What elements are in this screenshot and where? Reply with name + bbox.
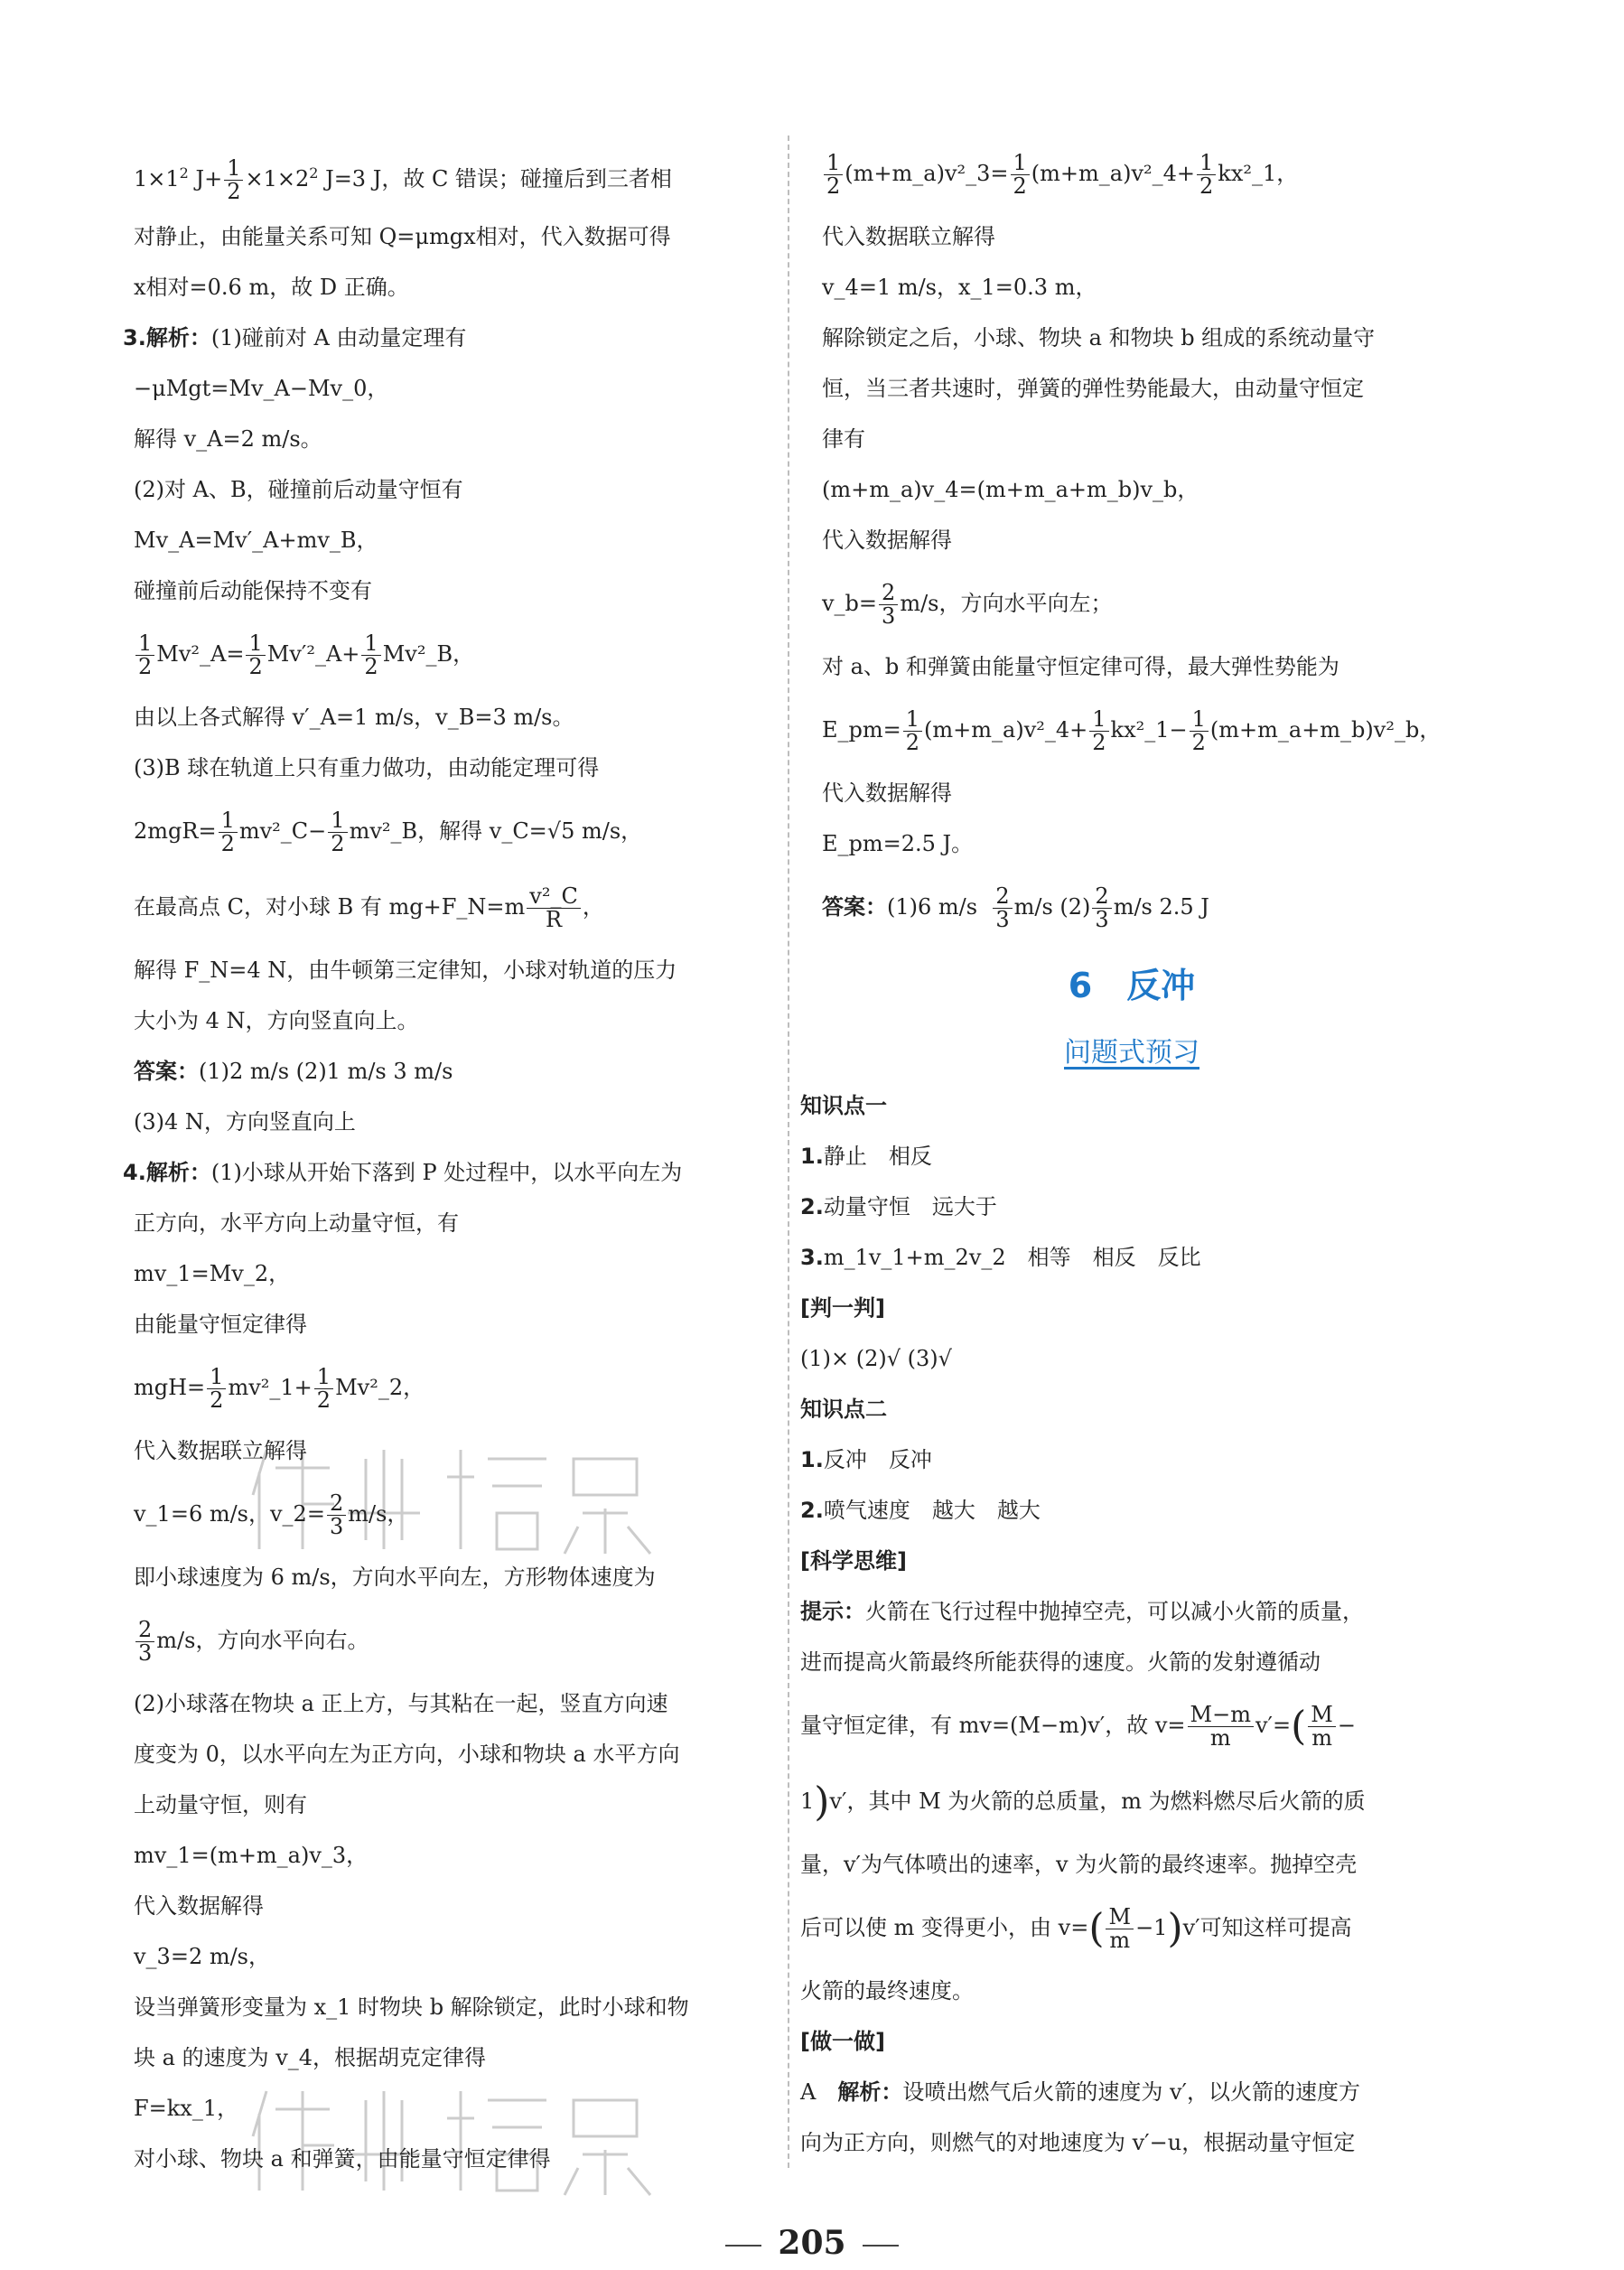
item-number: 3. <box>800 1245 824 1270</box>
text: kx²_1− <box>1110 717 1188 743</box>
item-text: 动量守恒 远大于 <box>823 1194 997 1219</box>
page-number <box>0 2224 1624 2262</box>
dash-left <box>725 2245 761 2247</box>
page-number-text: 205 <box>778 2224 846 2262</box>
text: (1)小球从开始下落到 P 处过程中，以水平向左为 <box>210 1160 683 1185</box>
numerator: 1 <box>361 632 380 656</box>
line: 代入数据解得 <box>134 1893 264 1919</box>
numerator: 1 <box>207 1366 226 1389</box>
list-item <box>800 1232 1452 1283</box>
numerator: 2 <box>879 582 898 605</box>
superscript: 2 <box>179 164 189 182</box>
numerator: 1 <box>1197 152 1216 175</box>
line: 设当弹簧形变量为 x_1 时物块 b 解除锁定，此时小球和物 <box>134 1994 689 2020</box>
line: 碰撞前后动能保持不变有 <box>134 578 372 603</box>
text: 1×1 <box>134 166 180 192</box>
text: 火箭在飞行过程中抛掉空壳，可以减小火箭的质量， <box>865 1599 1364 1624</box>
fraction <box>1190 705 1209 755</box>
fraction <box>993 885 1012 931</box>
denominator: 2 <box>1199 173 1214 199</box>
numerator: 1 <box>219 809 238 833</box>
answer-line <box>811 869 1452 945</box>
superscript: 2 <box>309 164 319 182</box>
line: x相对=0.6 m，故 D 正确。 <box>134 275 409 300</box>
fraction <box>1197 149 1216 199</box>
line: 对小球、物块 a 和弹簧，由能量守恒定律得 <box>134 2146 551 2172</box>
hint-line <box>800 1586 1452 1637</box>
right-paren: ) <box>814 1779 830 1826</box>
list-item <box>800 1131 1452 1182</box>
line: 由以上各式解得 v′_A=1 m/s，v_B=3 m/s。 <box>134 705 574 730</box>
numerator: 2 <box>1092 885 1111 909</box>
denominator: 2 <box>220 831 235 856</box>
hint-line: 进而提高火箭最终所能获得的速度。火箭的发射遵循动 <box>800 1649 1321 1675</box>
answer-text: (1)2 m/s (2)1 m/s 3 m/s <box>199 1059 453 1084</box>
hint-line: 火箭的最终速度。 <box>800 1978 974 2004</box>
text: v_1=6 m/s，v_2= <box>134 1501 325 1527</box>
denominator: 2 <box>316 1387 331 1413</box>
denominator: 2 <box>227 179 241 204</box>
text: kx²_1， <box>1218 161 1299 186</box>
equation <box>123 869 762 945</box>
fraction <box>219 809 238 855</box>
text: v_b= <box>822 591 878 616</box>
equation <box>123 1602 762 1678</box>
text: Mv²_B， <box>382 641 475 667</box>
fraction <box>361 632 380 678</box>
line: 块 a 的速度为 v_4，根据胡克定律得 <box>134 2045 487 2070</box>
right-column <box>800 135 1452 2168</box>
denominator: 3 <box>995 907 1010 932</box>
item-number: 1. <box>800 1447 824 1472</box>
text: mv²_1+ <box>228 1375 313 1400</box>
denominator: 2 <box>1013 173 1027 199</box>
answer-choice: A <box>800 2079 838 2105</box>
text: (m+m_a)v²_3= <box>845 161 1009 186</box>
problem-number: 4. <box>123 1160 146 1185</box>
hint-line <box>800 1763 1452 1839</box>
text: m/s，方向水平向右。 <box>156 1628 369 1653</box>
text: Mv′²_A+ <box>266 641 360 667</box>
fraction <box>135 1616 154 1666</box>
line: mv_1=Mv_2， <box>134 1261 291 1286</box>
judge-answers: (1)× (2)√ (3)√ <box>800 1346 952 1371</box>
text: v′= <box>1255 1713 1292 1738</box>
denominator: 2 <box>826 173 841 199</box>
line: 上动量守恒，则有 <box>134 1792 307 1817</box>
answer-text: m/s 2.5 J <box>1113 894 1209 920</box>
denominator: 3 <box>882 603 896 629</box>
line: 对静止，由能量关系可知 Q=μmgx相对，代入数据可得 <box>134 224 671 249</box>
line: mv_1=(m+m_a)v_3， <box>134 1843 369 1868</box>
numerator: M <box>1308 1704 1336 1727</box>
subtitle-text: 问题式预习 <box>1064 1037 1199 1069</box>
line <box>123 135 762 211</box>
text: E_pm= <box>822 717 901 743</box>
item-text: 反冲 反冲 <box>823 1447 932 1472</box>
denominator: m <box>1109 1928 1131 1953</box>
numerator: 1 <box>1190 708 1209 732</box>
numerator: 1 <box>135 632 154 656</box>
denominator: 2 <box>1191 730 1206 755</box>
numerator: 1 <box>328 809 347 833</box>
text: (m+m_a)v²_4+ <box>1031 161 1195 186</box>
problem-4-header <box>123 1147 762 1198</box>
analysis-label: 解析： <box>145 1160 211 1185</box>
equation <box>811 565 1452 641</box>
right-paren: ) <box>1167 1905 1183 1952</box>
denominator: 2 <box>905 730 920 755</box>
numerator: 2 <box>135 1619 154 1642</box>
equation <box>800 1890 1452 1966</box>
line: 即小球速度为 6 m/s，方向水平向左，方形物体速度为 <box>134 1565 656 1590</box>
line: 大小为 4 N，方向竖直向上。 <box>134 1008 419 1033</box>
line: 代入数据解得 <box>822 528 952 553</box>
line: F=kx_1， <box>134 2096 239 2121</box>
denominator: 2 <box>1092 730 1106 755</box>
line: 解得 v_A=2 m/s。 <box>134 426 322 452</box>
column-divider <box>788 135 789 2168</box>
denominator: m <box>1311 1725 1332 1751</box>
text: mgH= <box>134 1375 206 1400</box>
item-text: 喷气速度 越大 越大 <box>823 1498 1041 1523</box>
line: 解除锁定之后，小球、物块 a 和物块 b 组成的系统动量守 <box>822 325 1376 350</box>
numerator: 2 <box>327 1492 346 1516</box>
knowledge-point-2: 知识点二 <box>800 1397 887 1422</box>
line: 度变为 0，以水平向左为正方向，小球和物块 a 水平方向 <box>134 1742 680 1767</box>
fraction <box>1011 149 1030 199</box>
analysis-label: 解析： <box>145 325 211 350</box>
fraction <box>246 632 265 678</box>
denominator: 2 <box>210 1387 224 1413</box>
line: v_3=2 m/s， <box>134 1944 270 1969</box>
text: (m+m_a+m_b)v²_b， <box>1209 717 1442 743</box>
denominator: m <box>1209 1725 1231 1751</box>
line: 解得 F_N=4 N，由牛顿第三定律知，小球对轨道的压力 <box>134 958 677 983</box>
item-number: 2. <box>800 1194 824 1219</box>
text: mv²_C− <box>238 818 327 844</box>
section-subtitle <box>811 1026 1452 1080</box>
denominator: 2 <box>248 654 263 679</box>
answer-text: m/s (2) <box>1013 894 1091 920</box>
science-thinking-heading: [科学思维] <box>800 1548 907 1574</box>
numerator: v²_C <box>527 885 581 909</box>
equation <box>800 1687 1452 1763</box>
line: 代入数据联立解得 <box>134 1438 307 1463</box>
fraction <box>903 705 922 755</box>
answer-label: 答案： <box>134 1059 199 1084</box>
line: (2)小球落在物块 a 正上方，与其粘在一起，竖直方向速 <box>134 1691 668 1716</box>
equation <box>123 1476 762 1552</box>
numerator: M <box>1106 1906 1134 1929</box>
text: ×1×2 <box>245 166 310 192</box>
text: 后可以使 m 变得更小，由 v= <box>800 1915 1089 1940</box>
text: J+ <box>188 166 223 192</box>
section-title: 6 反冲 <box>1068 966 1196 1005</box>
text: 在最高点 C，对小球 B 有 mg+F_N=m <box>134 894 526 920</box>
text: 1 <box>800 1789 815 1814</box>
numerator: 1 <box>246 632 265 656</box>
text: ， <box>582 894 604 920</box>
denominator: 3 <box>1095 907 1109 932</box>
answer-line: (3)4 N，方向竖直向上 <box>134 1109 356 1135</box>
numerator: 1 <box>224 157 243 181</box>
fraction <box>207 1363 226 1413</box>
line: 由能量守恒定律得 <box>134 1312 307 1337</box>
fraction <box>1106 1903 1134 1953</box>
list-item <box>800 1434 1452 1485</box>
text: − <box>1337 1713 1356 1738</box>
item-text: m_1v_1+m_2v_2 相等 相反 反比 <box>823 1245 1201 1270</box>
dash-right <box>863 2245 899 2247</box>
answer-text: (1)6 m/s <box>887 894 978 920</box>
numerator: 1 <box>314 1366 333 1389</box>
left-column <box>123 135 762 2184</box>
line: (3)B 球在轨道上只有重力做功，由动能定理可得 <box>134 755 600 780</box>
line: 恒，当三者共速时，弹簧的弹性势能最大，由动量守恒定 <box>822 376 1364 401</box>
line: Mv_A=Mv′_A+mv_B， <box>134 528 378 553</box>
text: −1 <box>1135 1915 1168 1940</box>
numerator: M−m <box>1188 1704 1254 1727</box>
numerator: 1 <box>903 708 922 732</box>
fraction <box>328 809 347 855</box>
denominator: 2 <box>138 654 153 679</box>
equation <box>811 692 1452 768</box>
fraction <box>824 149 843 199</box>
numerator: 1 <box>1011 152 1030 175</box>
left-paren: ( <box>1088 1905 1105 1952</box>
problem-number: 3. <box>123 325 146 350</box>
text: Mv²_A= <box>156 641 245 667</box>
text: v′可知这样可提高 <box>1182 1915 1352 1940</box>
left-paren: ( <box>1291 1703 1307 1750</box>
fraction <box>1188 1701 1254 1751</box>
list-item <box>800 1182 1452 1232</box>
list-item <box>800 1485 1452 1536</box>
fraction <box>314 1363 333 1413</box>
hint-label: 提示： <box>800 1599 865 1624</box>
judge-heading: [判一判] <box>800 1295 885 1321</box>
text: 量守恒定律，有 mv=(M−m)v′，故 v= <box>800 1713 1186 1738</box>
knowledge-point-1: 知识点一 <box>800 1093 887 1118</box>
line: 对 a、b 和弹簧由能量守恒定律可得，最大弹性势能为 <box>822 654 1339 679</box>
fraction <box>1092 885 1111 931</box>
denominator: 2 <box>364 654 378 679</box>
text: v′，其中 M 为火箭的总质量，m 为燃料燃尽后火箭的质 <box>829 1789 1366 1814</box>
equation <box>123 793 762 869</box>
item-number: 1. <box>800 1144 824 1169</box>
numerator: 2 <box>993 885 1012 909</box>
text: mv²_B，解得 v_C=√5 m/s， <box>349 818 643 844</box>
item-number: 2. <box>800 1498 824 1523</box>
line: −μMgt=Mv_A−Mv_0， <box>134 376 389 401</box>
denominator: 2 <box>331 831 345 856</box>
numerator: 1 <box>1089 708 1108 732</box>
text: m/s，方向水平向左； <box>900 591 1113 616</box>
answer-label: 答案： <box>822 894 887 920</box>
text: (m+m_a)v²_4+ <box>924 717 1088 743</box>
try-heading: [做一做] <box>800 2029 885 2054</box>
problem-3-header <box>123 313 762 363</box>
fraction <box>527 885 581 931</box>
fraction <box>135 632 154 678</box>
line: 正方向，水平方向上动量守恒，有 <box>134 1210 459 1236</box>
text: J=3 J，故 C 错误；碰撞后到三者相 <box>318 166 672 192</box>
text: Mv²_2， <box>335 1375 425 1400</box>
line: v_4=1 m/s，x_1=0.3 m， <box>822 275 1097 300</box>
solution-line <box>800 2067 1452 2117</box>
fraction <box>879 579 898 629</box>
denominator: R <box>546 907 563 932</box>
fraction <box>1308 1701 1336 1751</box>
equation <box>811 135 1452 211</box>
line: 代入数据解得 <box>822 780 952 806</box>
numerator: 1 <box>824 152 843 175</box>
answer-line <box>123 1046 762 1097</box>
line: E_pm=2.5 J。 <box>822 831 974 856</box>
text: 2mgR= <box>134 818 217 844</box>
equation <box>123 1350 762 1425</box>
line: (m+m_a)v_4=(m+m_a+m_b)v_b， <box>822 477 1199 502</box>
fraction <box>1089 705 1108 755</box>
denominator: 3 <box>329 1514 344 1539</box>
equation <box>123 616 762 692</box>
solution-line: 向为正方向，则燃气的对地速度为 v′−u，根据动量守恒定 <box>800 2130 1356 2155</box>
analysis-label: 解析： <box>837 2079 903 2105</box>
text: m/s， <box>348 1501 409 1527</box>
hint-line: 量，v′为气体喷出的速率，v 为火箭的最终速率。抛掉空壳 <box>800 1852 1358 1877</box>
denominator: 3 <box>138 1640 153 1666</box>
line: (2)对 A、B，碰撞前后动量守恒有 <box>134 477 463 502</box>
text: 设喷出燃气后火箭的速度为 v′，以火箭的速度方 <box>902 2079 1360 2105</box>
fraction <box>224 154 243 204</box>
line: 律有 <box>822 426 865 452</box>
line: 代入数据联立解得 <box>822 224 995 249</box>
item-text: 静止 相反 <box>823 1144 932 1169</box>
text: (1)碰前对 A 由动量定理有 <box>210 325 467 350</box>
fraction <box>327 1492 346 1538</box>
